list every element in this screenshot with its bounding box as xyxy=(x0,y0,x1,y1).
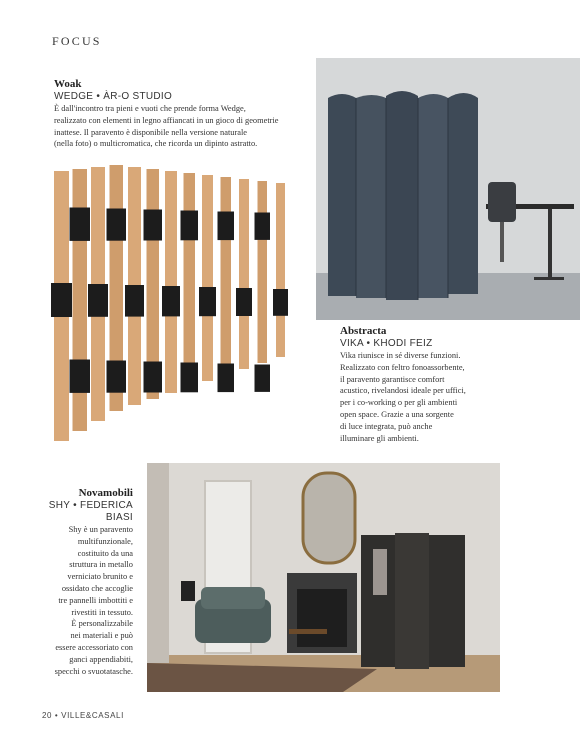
dark-void-block xyxy=(107,361,127,393)
wood-slat xyxy=(239,179,249,369)
dark-void-block xyxy=(144,362,163,393)
novamobili-scene xyxy=(147,463,500,692)
novamobili-line: nei materiali e può xyxy=(70,631,133,641)
dark-void-block xyxy=(273,289,288,316)
novamobili-line: essere accessoriato con xyxy=(55,642,133,652)
dark-void-block xyxy=(199,287,216,316)
dark-void-block xyxy=(181,363,199,393)
abstracta-line: illuminare gli ambienti. xyxy=(340,433,419,443)
abstracta-brand: Abstracta xyxy=(340,325,387,337)
wood-slat xyxy=(221,177,232,375)
woak-line: È dall'incontro tra pieni e vuoti che prende forma Wedge, xyxy=(54,104,246,113)
novamobili-caption xyxy=(40,487,133,677)
wood-slat xyxy=(258,181,268,363)
abstracta-line: il paravento garantisce comfort xyxy=(340,374,445,384)
novamobili-line: Shy è un paravento xyxy=(68,525,133,534)
novamobili-line: struttura in metallo xyxy=(69,560,133,570)
dark-void-block xyxy=(162,286,180,316)
abstracta-vika-image xyxy=(316,58,580,320)
dark-void-block xyxy=(107,209,127,241)
novamobili-line: ossidato che accoglie xyxy=(61,583,133,593)
novamobili-line: costituito da una xyxy=(77,548,133,558)
wood-slat xyxy=(276,183,285,357)
woak-description xyxy=(54,103,294,150)
novamobili-description xyxy=(40,524,133,677)
novamobili-line: ganci appendiabiti, xyxy=(69,654,133,664)
abstracta-line: Vika riunisce in sé diverse funzioni. xyxy=(340,351,461,360)
abstracta-caption xyxy=(340,325,480,444)
woak-wedge-screen-image xyxy=(50,157,296,447)
woak-line: (nella foto) o multicromatica, che ricorda un dipinto astratto. xyxy=(54,139,258,149)
novamobili-line: specchi o svuotatasche. xyxy=(54,666,133,676)
dark-void-block xyxy=(236,288,252,316)
novamobili-line: È personalizzabile xyxy=(71,619,133,629)
abstracta-line: di luce integrata, può anche xyxy=(340,421,433,431)
novamobili-line: multifunzionale, xyxy=(77,536,133,546)
abstracta-description xyxy=(340,350,480,444)
abstracta-line: per i co-working o per gli ambienti xyxy=(340,398,458,408)
woak-line: realizzato con elementi in legno affiancati in un gioco di geometrie xyxy=(54,115,279,125)
woak-caption xyxy=(54,78,294,150)
dark-void-block xyxy=(255,213,271,240)
novamobili-line: verniciato brunito e xyxy=(67,572,133,582)
woak-brand: Woak xyxy=(54,78,82,90)
dark-void-block xyxy=(218,212,235,241)
abstracta-line: Realizzato con feltro fonoassorbente, xyxy=(340,362,465,372)
dark-void-block xyxy=(70,360,91,393)
abstracta-scene xyxy=(316,58,580,320)
page-footer: 20 • VILLE&CASALI xyxy=(42,711,124,720)
wood-slat xyxy=(184,173,196,387)
abstracta-line: open space. Grazie a una sorgente xyxy=(340,409,454,419)
dark-void-block xyxy=(144,210,163,241)
novamobili-line: rivestiti in tessuto. xyxy=(71,607,133,617)
wood-slat xyxy=(202,175,213,381)
dark-void-block xyxy=(51,283,72,317)
novamobili-line: tre pannelli imbottiti e xyxy=(58,595,133,605)
dark-void-block xyxy=(181,211,199,241)
novamobili-designer-line: BIASI xyxy=(105,512,133,523)
novamobili-brand: Novamobili xyxy=(78,487,133,499)
dark-void-block xyxy=(255,365,271,392)
dark-void-block xyxy=(125,285,144,317)
dark-void-block xyxy=(88,284,108,317)
wood-slat xyxy=(165,171,177,393)
novamobili-shy-image xyxy=(147,463,500,692)
woak-line: inattese. Il paravento è disponibile nella versione naturale xyxy=(54,127,248,137)
dark-void-block xyxy=(218,364,235,393)
woak-designer: WEDGE • ÀR-O STUDIO xyxy=(54,91,173,102)
woak-screen-illustration xyxy=(50,157,296,447)
novamobili-designer-line: SHY • FEDERICA xyxy=(48,500,133,511)
section-title: FOCUS xyxy=(52,34,102,48)
abstracta-designer: VIKA • KHODI FEIZ xyxy=(340,338,433,349)
abstracta-line: acustico, rivelandosi ideale per uffici, xyxy=(340,386,466,396)
dark-void-block xyxy=(70,208,91,241)
